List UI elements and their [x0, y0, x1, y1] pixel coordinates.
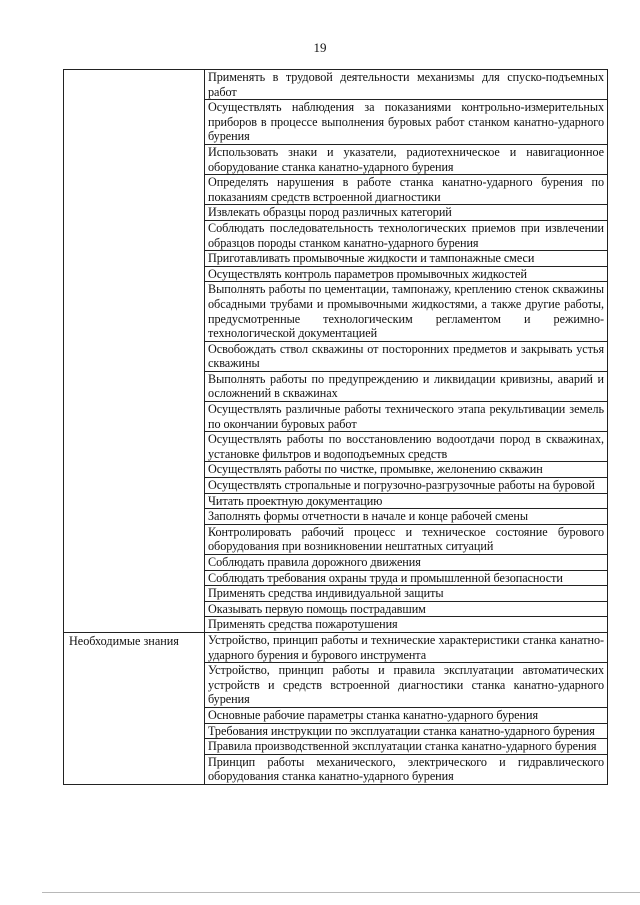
skills-label-cell: [64, 70, 205, 633]
table-item: Контролировать рабочий процесс и техническое состояние бурового оборудования при возникновении нештатных ситуаций: [205, 524, 608, 554]
table-item: Соблюдать правила дорожного движения: [205, 555, 608, 571]
table-item: Устройство, принцип работы и технические характеристики станка канатно-ударного бурения и бурового инструмента: [205, 632, 608, 662]
table-item: Осуществлять стропальные и погрузочно-разгрузочные работы на буровой: [205, 478, 608, 494]
table-body: [64, 70, 608, 785]
table-item: Соблюдать последовательность технологических приемов при извлечении образцов породы станком канатно-ударного бурения: [205, 220, 608, 250]
table-item: Правила производственной эксплуатации станка канатно-ударного бурения: [205, 739, 608, 755]
table-item: Освобождать ствол скважины от посторонних предметов и закрывать устья скважины: [205, 341, 608, 371]
table-item: Приготавливать промывочные жидкости и тампонажные смеси: [205, 251, 608, 267]
table-item: Основные рабочие параметры станка канатно-ударного бурения: [205, 707, 608, 723]
table-item: Осуществлять работы по восстановлению водоотдачи пород в скважинах, установке фильтров и водоподъемных средств: [205, 432, 608, 462]
table-item: Осуществлять контроль параметров промывочных жидкостей: [205, 266, 608, 282]
table-item: Применять в трудовой деятельности механизмы для спуско-подъемных работ: [205, 70, 608, 100]
table-item: Использовать знаки и указатели, радиотехническое и навигационное оборудование станка канатно-ударного бурения: [205, 144, 608, 174]
table-item: Устройство, принцип работы и правила эксплуатации автоматических устройств и средств встроенной диагностики станка канатно-ударного бурения: [205, 663, 608, 708]
table-row: [64, 70, 608, 100]
table-item: Выполнять работы по предупреждению и ликвидации кривизны, аварий и осложнений в скважинах: [205, 371, 608, 401]
page-bottom-edge: [42, 892, 640, 893]
table-item: Осуществлять различные работы технического этапа рекультивации земель по окончании буровых работ: [205, 402, 608, 432]
table-row: [64, 632, 608, 662]
table-item: Осуществлять работы по чистке, промывке, желонению скважин: [205, 462, 608, 478]
table-item: Соблюдать требования охраны труда и промышленной безопасности: [205, 570, 608, 586]
table-item: Извлекать образцы пород различных категорий: [205, 205, 608, 221]
table-item: Определять нарушения в работе станка канатно-ударного бурения по показаниям средств встроенной диагностики: [205, 175, 608, 205]
table-item: Применять средства пожаротушения: [205, 617, 608, 633]
table-item: Выполнять работы по цементации, тампонажу, креплению стенок скважины обсадными трубами и промывочными жидкостями, а также другие работы, предусмотренные технологическим регламентом и режимно-технологической документацией: [205, 282, 608, 341]
table-item: Требования инструкции по эксплуатации станка канатно-ударного бурения: [205, 723, 608, 739]
table-item: Оказывать первую помощь пострадавшим: [205, 601, 608, 617]
table-item: Принцип работы механического, электрического и гидравлического оборудования станка канатно-ударного бурения: [205, 754, 608, 784]
table-item: Заполнять формы отчетности в начале и конце рабочей смены: [205, 509, 608, 525]
page-number: 19: [313, 40, 327, 55]
skills-knowledge-table: [63, 69, 608, 785]
table-item: Читать проектную документацию: [205, 493, 608, 509]
knowledge-label-cell: Необходимые знания: [64, 632, 205, 784]
table-item: Применять средства индивидуальной защиты: [205, 586, 608, 602]
table-item: Осуществлять наблюдения за показаниями контрольно-измерительных приборов в процессе выполнения буровых работ станком канатно-ударного бурения: [205, 100, 608, 145]
